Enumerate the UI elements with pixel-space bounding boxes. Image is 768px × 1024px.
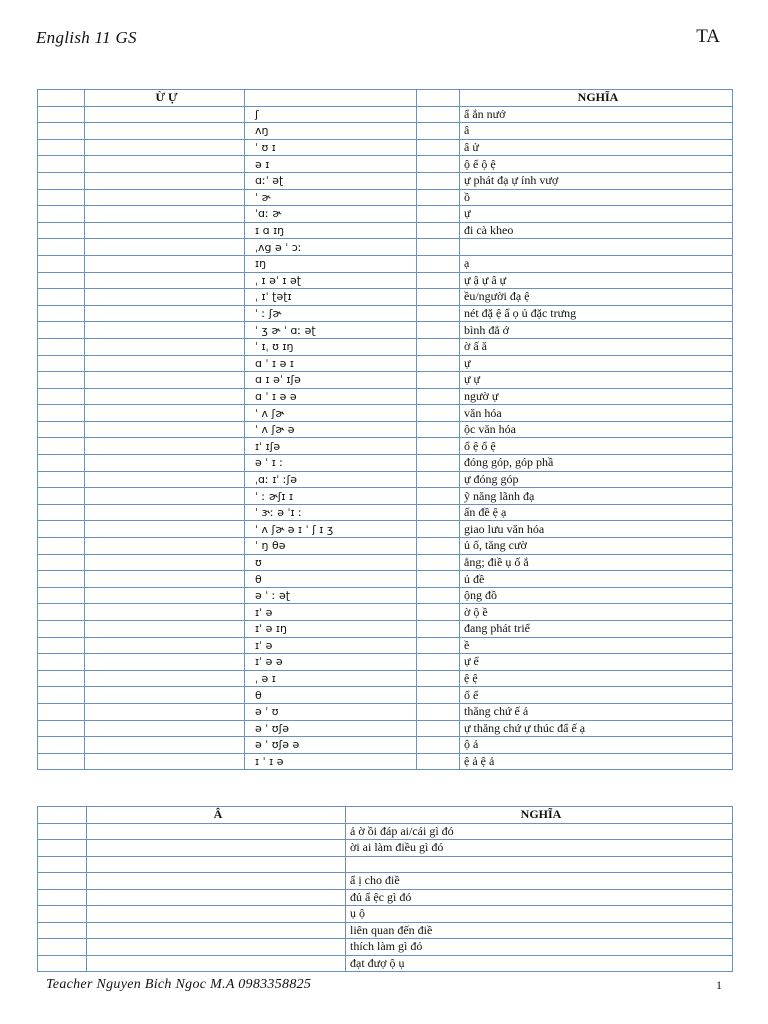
table-cell [38, 753, 85, 770]
header-tag: TA [696, 26, 720, 47]
table-cell [38, 372, 85, 389]
table-cell [417, 206, 460, 223]
table-row [38, 106, 733, 123]
table-cell [417, 189, 460, 206]
table-cell [38, 670, 85, 687]
table-cell [38, 106, 85, 123]
table-cell [38, 421, 85, 438]
table-cell [417, 123, 460, 140]
table-cell [87, 939, 346, 956]
table-cell [38, 939, 87, 956]
table-cell [417, 488, 460, 505]
table-cell [38, 823, 87, 840]
table-cell [38, 455, 85, 472]
table-cell [38, 355, 85, 372]
table-cell: ˌ ɪˈ ʈəʈɪ [245, 289, 417, 306]
table-cell [38, 737, 85, 754]
table-cell: ờ ấ ă [460, 338, 733, 355]
table-row [38, 823, 733, 840]
table-row [38, 471, 733, 488]
table-cell: ˈ ʌ ʃɚ ə ɪ ˈ ʃ ɪ ʒ [245, 521, 417, 538]
table-cell [38, 571, 85, 588]
table-row [38, 873, 733, 890]
table-cell [38, 239, 85, 256]
table-row [38, 189, 733, 206]
table-cell [417, 455, 460, 472]
table-row [38, 687, 733, 704]
table-cell [87, 955, 346, 972]
table-cell: ẩ ị cho điề [346, 873, 733, 890]
footer-teacher: Teacher Nguyen Bich Ngoc M.A 0983358825 [46, 977, 312, 992]
table-cell [85, 720, 245, 737]
table-cell: liên quan đến điề [346, 922, 733, 939]
table-cell [38, 255, 85, 272]
table-cell [38, 139, 85, 156]
table-cell [417, 156, 460, 173]
table-cell: ự thăng chứ ự thúc đẩ ế ạ [460, 720, 733, 737]
table-cell [417, 703, 460, 720]
table-row [38, 840, 733, 857]
table-row [38, 670, 733, 687]
table-cell [85, 488, 245, 505]
table-cell: ả ờ ồi đáp ai/cái gì đó [346, 823, 733, 840]
table-cell [85, 455, 245, 472]
table-cell [38, 922, 87, 939]
table-cell: ỹ năng lãnh đạ [460, 488, 733, 505]
table-cell [85, 123, 245, 140]
table-cell: thăng chứ ế ả [460, 703, 733, 720]
table-cell [417, 521, 460, 538]
table-cell: ə ˈ ɪ ː [245, 455, 417, 472]
header-subject: English 11 GS [36, 28, 137, 47]
table-row [38, 906, 733, 923]
table-row [38, 172, 733, 189]
table-cell: ˈ ː ɚʃɪ ɪ [245, 488, 417, 505]
table-cell: ờ ộ ề [460, 604, 733, 621]
table-cell: ủ đề [460, 571, 733, 588]
table-cell [417, 604, 460, 621]
table-cell [417, 753, 460, 770]
table-row [38, 322, 733, 339]
table-cell [38, 123, 85, 140]
table-row [38, 206, 733, 223]
table-cell [38, 621, 85, 638]
table-cell [85, 355, 245, 372]
table-row [38, 355, 733, 372]
table-cell [38, 488, 85, 505]
table-cell [38, 538, 85, 555]
table-cell [38, 189, 85, 206]
table-cell: ˈ ɝː ə ˈɪ ː [245, 504, 417, 521]
table-row [38, 856, 733, 873]
table-cell [417, 355, 460, 372]
table-cell [417, 471, 460, 488]
table-cell [417, 621, 460, 638]
table-cell [38, 637, 85, 654]
table-cell [85, 106, 245, 123]
table-row [38, 272, 733, 289]
table-row [38, 156, 733, 173]
table-cell: ɑ ˈ ɪ ə ɪ [245, 355, 417, 372]
table-cell [87, 840, 346, 857]
table-cell [417, 587, 460, 604]
table-cell [85, 538, 245, 555]
table-cell: ự [460, 355, 733, 372]
table-cell: ủ ố, tăng cườ [460, 538, 733, 555]
table-cell: nét đặ ệ ẩ ọ ủ đặc trưng [460, 305, 733, 322]
table-row [38, 305, 733, 322]
table-row [38, 239, 733, 256]
table-cell [417, 538, 460, 555]
table-cell [38, 687, 85, 704]
page-number: 1 [716, 978, 722, 992]
table-cell: ngườ ự [460, 388, 733, 405]
table-row [38, 488, 733, 505]
table-cell [85, 322, 245, 339]
table-cell: ə ˈ ʊ [245, 703, 417, 720]
table-cell: ự ự [460, 372, 733, 389]
table-cell [417, 405, 460, 422]
table-row [38, 955, 733, 972]
vocabulary-table [37, 89, 733, 770]
table-cell [417, 289, 460, 306]
table-cell [417, 421, 460, 438]
table-cell [85, 737, 245, 754]
table-cell: θ [245, 687, 417, 704]
table-cell [85, 139, 245, 156]
table-cell [85, 305, 245, 322]
table-cell: bình đẳ ớ [460, 322, 733, 339]
table-cell [85, 338, 245, 355]
table-cell: ˈɑː ɚ [245, 206, 417, 223]
table-cell: ˈ ʒ ɚ ˈ ɑː əʈ [245, 322, 417, 339]
phrase-header-cell: NGHĨA [346, 807, 733, 824]
table-cell: ự [460, 206, 733, 223]
vocab-header-cell [38, 90, 85, 107]
table-cell [38, 172, 85, 189]
phrase-header-cell [38, 807, 87, 824]
table-cell [85, 421, 245, 438]
table-cell [38, 156, 85, 173]
table-cell: ɪ ˈ ɪ ə [245, 753, 417, 770]
table-cell: θ [245, 571, 417, 588]
table-cell: ˈ ʌ ʃɚ ə [245, 421, 417, 438]
table-row [38, 753, 733, 770]
table-row [38, 255, 733, 272]
table-cell: ẳng; điề ụ ố ắ [460, 554, 733, 571]
table-cell: đủ ẩ ệc gì đó [346, 889, 733, 906]
phrase-header-row [38, 807, 733, 824]
table-cell [87, 823, 346, 840]
table-cell [38, 289, 85, 306]
table-row [38, 587, 733, 604]
table-cell: đạt đượ ộ ụ [346, 955, 733, 972]
phrase-table [37, 806, 733, 972]
table-row [38, 889, 733, 906]
table-cell: ệ ệ [460, 670, 733, 687]
table-cell: ạ [460, 255, 733, 272]
table-cell [85, 289, 245, 306]
vocab-header-cell [245, 90, 417, 107]
table-row [38, 338, 733, 355]
table-cell: ộc văn hóa [460, 421, 733, 438]
table-cell [38, 305, 85, 322]
table-cell: ə ˈ ʊʃə [245, 720, 417, 737]
table-cell [38, 206, 85, 223]
table-cell [85, 255, 245, 272]
table-cell: ự đóng góp [460, 471, 733, 488]
table-cell [85, 703, 245, 720]
table-cell: ɪŋ [245, 255, 417, 272]
table-cell: ổ ế [460, 687, 733, 704]
table-cell [85, 571, 245, 588]
table-cell: ổ ệ ổ ệ [460, 438, 733, 455]
table-row [38, 521, 733, 538]
table-cell [87, 922, 346, 939]
table-cell [38, 587, 85, 604]
table-row [38, 939, 733, 956]
table-cell [38, 521, 85, 538]
table-cell [417, 637, 460, 654]
table-cell [38, 272, 85, 289]
table-cell [460, 239, 733, 256]
table-row [38, 621, 733, 638]
table-cell: ə ˈ ʊʃə ə [245, 737, 417, 754]
table-cell [38, 906, 87, 923]
table-cell: ɪˈ ə [245, 637, 417, 654]
table-cell: ʊ [245, 554, 417, 571]
table-cell [85, 604, 245, 621]
table-cell: ề [460, 637, 733, 654]
table-row [38, 139, 733, 156]
table-row [38, 222, 733, 239]
table-cell [85, 471, 245, 488]
table-cell [85, 621, 245, 638]
table-cell [417, 172, 460, 189]
table-cell: ự ậ ự â ự [460, 272, 733, 289]
table-row [38, 388, 733, 405]
table-cell [87, 856, 346, 873]
phrase-header-cell: Â [87, 807, 346, 824]
table-cell: ấn đề ệ ạ [460, 504, 733, 521]
table-cell [417, 571, 460, 588]
table-cell [38, 222, 85, 239]
table-cell [38, 322, 85, 339]
table-cell [417, 504, 460, 521]
table-cell: ự phát đạ ự ính vượ [460, 172, 733, 189]
table-cell [85, 388, 245, 405]
table-cell [85, 687, 245, 704]
table-row [38, 604, 733, 621]
table-cell [87, 873, 346, 890]
table-cell: ɑ ɪ əˈ ɪʃə [245, 372, 417, 389]
table-row [38, 554, 733, 571]
vocab-header-row [38, 90, 733, 107]
table-row [38, 737, 733, 754]
table-cell [38, 889, 87, 906]
table-cell [38, 856, 87, 873]
table-cell [85, 438, 245, 455]
table-cell [417, 338, 460, 355]
table-cell: ɪˈ ə ə [245, 654, 417, 671]
table-cell [38, 554, 85, 571]
table-cell [417, 554, 460, 571]
table-cell: ệ ả ệ ả [460, 753, 733, 770]
table-row [38, 289, 733, 306]
table-row [38, 703, 733, 720]
table-cell: ˌɑː ɪˈ ːʃə [245, 471, 417, 488]
table-cell [417, 737, 460, 754]
table-cell: ụ ộ [346, 906, 733, 923]
table-row [38, 637, 733, 654]
table-cell: ều/người đạ ệ [460, 289, 733, 306]
table-cell: đi cà kheo [460, 222, 733, 239]
table-cell: ời ai làm điều gì đó [346, 840, 733, 857]
table-cell [346, 856, 733, 873]
table-cell [85, 554, 245, 571]
table-cell [85, 272, 245, 289]
table-cell [417, 687, 460, 704]
table-row [38, 538, 733, 555]
table-cell [85, 405, 245, 422]
table-cell: ˌ ɪ əˈ ɪ əʈ [245, 272, 417, 289]
table-row [38, 654, 733, 671]
table-cell [417, 720, 460, 737]
table-cell [417, 255, 460, 272]
table-cell [417, 139, 460, 156]
table-cell [417, 222, 460, 239]
table-row [38, 922, 733, 939]
table-cell [38, 405, 85, 422]
table-cell [38, 840, 87, 857]
table-cell: ồ [460, 189, 733, 206]
table-cell: ʃ [245, 106, 417, 123]
table-row [38, 123, 733, 140]
table-cell [417, 388, 460, 405]
table-cell [87, 906, 346, 923]
table-cell [85, 156, 245, 173]
table-row [38, 504, 733, 521]
table-row [38, 720, 733, 737]
table-row [38, 372, 733, 389]
table-cell [85, 504, 245, 521]
table-cell: ɪˈ ə [245, 604, 417, 621]
table-cell [85, 206, 245, 223]
table-cell: thích làm gì đó [346, 939, 733, 956]
table-cell: ɑ ˈ ɪ ə ə [245, 388, 417, 405]
vocab-header-cell [417, 90, 460, 107]
table-cell [38, 654, 85, 671]
table-cell [87, 889, 346, 906]
table-cell: ộ ể ộ ệ [460, 156, 733, 173]
table-cell: giao lưu văn hóa [460, 521, 733, 538]
table-row [38, 421, 733, 438]
table-cell [38, 438, 85, 455]
table-cell [38, 338, 85, 355]
table-cell: ˈ ː ʃɚ [245, 305, 417, 322]
table-row [38, 405, 733, 422]
table-cell [85, 521, 245, 538]
table-cell [38, 388, 85, 405]
table-cell: ˌʌg ə ˈ ɔː [245, 239, 417, 256]
table-cell [417, 438, 460, 455]
vocab-header-cell: NGHĨA [460, 90, 733, 107]
table-cell: ˌ ə ɪ [245, 670, 417, 687]
table-cell [38, 955, 87, 972]
table-cell: ʌŋ [245, 123, 417, 140]
table-cell [85, 753, 245, 770]
vocab-table-body [38, 106, 733, 770]
table-cell: ộng đồ [460, 587, 733, 604]
table-cell: ˈ ʌ ʃɚ [245, 405, 417, 422]
table-cell: văn hóa [460, 405, 733, 422]
table-cell [85, 654, 245, 671]
table-cell [85, 222, 245, 239]
table-cell: ộ ả [460, 737, 733, 754]
table-cell [38, 873, 87, 890]
table-cell [417, 654, 460, 671]
table-cell [417, 322, 460, 339]
table-cell [417, 670, 460, 687]
table-cell: â [460, 123, 733, 140]
table-row [38, 438, 733, 455]
table-cell [38, 720, 85, 737]
phrase-table-body [38, 823, 733, 972]
table-cell [85, 239, 245, 256]
table-row [38, 571, 733, 588]
table-cell: â ử [460, 139, 733, 156]
vocab-header-cell: Ừ Ự [85, 90, 245, 107]
table-cell [417, 372, 460, 389]
table-cell [417, 239, 460, 256]
table-cell [38, 703, 85, 720]
table-cell [85, 637, 245, 654]
table-cell [85, 587, 245, 604]
table-cell: ɪˈ ə ɪŋ [245, 621, 417, 638]
table-cell [85, 670, 245, 687]
table-row [38, 455, 733, 472]
table-cell: ɪˈ ɪʃə [245, 438, 417, 455]
table-cell: ẩ ắn nướ [460, 106, 733, 123]
table-cell [417, 106, 460, 123]
table-cell: ˈ ɚ [245, 189, 417, 206]
table-cell: đóng góp, góp phầ [460, 455, 733, 472]
table-cell [85, 372, 245, 389]
table-cell: ə ˈ ː əʈ [245, 587, 417, 604]
table-cell [38, 504, 85, 521]
table-cell [85, 172, 245, 189]
table-cell: ˈ ɪˌ ʊ ɪŋ [245, 338, 417, 355]
table-cell: ɑːˈ əʈ [245, 172, 417, 189]
table-cell [417, 305, 460, 322]
table-cell [38, 604, 85, 621]
table-cell: ự ể [460, 654, 733, 671]
table-cell [38, 471, 85, 488]
table-cell [85, 189, 245, 206]
table-cell [417, 272, 460, 289]
table-cell: ˈ ʊ ɪ [245, 139, 417, 156]
table-cell: ɪ ɑ ɪŋ [245, 222, 417, 239]
table-cell: ˈ ŋ θə [245, 538, 417, 555]
table-cell: ə ɪ [245, 156, 417, 173]
table-cell: đang phát triể [460, 621, 733, 638]
